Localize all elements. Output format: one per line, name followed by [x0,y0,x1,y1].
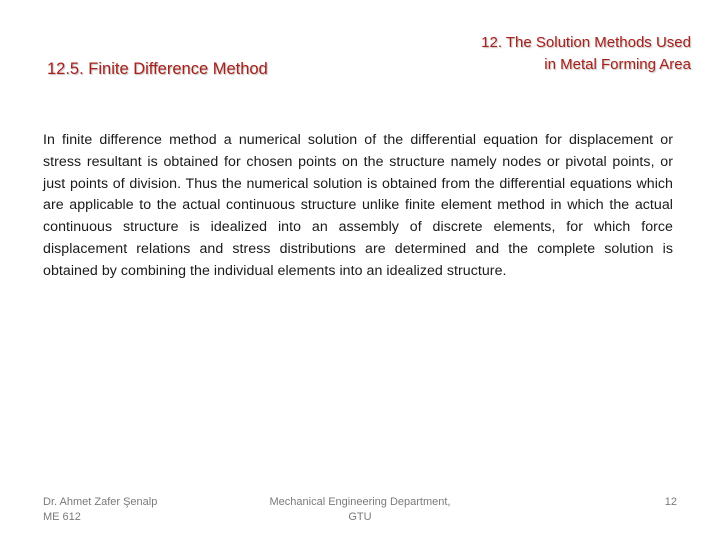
footer-course: ME 612 [43,511,81,523]
section-title: 12.5. Finite Difference Method [47,60,268,78]
chapter-header-line-1: 12. The Solution Methods Used [481,34,691,51]
body-paragraph: In finite difference method a numerical solution of the differential equation for displacement or stress resultant is obtained for chosen points on the structure namely nodes or pivotal points, or just points of division. Thus the numerical solution is obtained from the differential equations which are applicable to the actual continuous structure unlike finite element method in which the actual continuous structure is idealized into an assembly of discrete elements, for which force displacement relations and stress distributions are determined and the complete solution is obtained by combining the individual elements into an idealized structure. [43,132,673,279]
page-number: 12 [664,496,677,508]
footer-author-block [43,495,157,525]
footer-author: Dr. Ahmet Zafer Şenalp [43,496,158,508]
footer-department: Mechanical Engineering Department, [269,496,451,508]
footer-department-block [250,495,470,525]
chapter-header [391,32,691,76]
chapter-header-line-2: in Metal Forming Area [544,56,691,73]
footer-university: GTU [348,511,372,523]
